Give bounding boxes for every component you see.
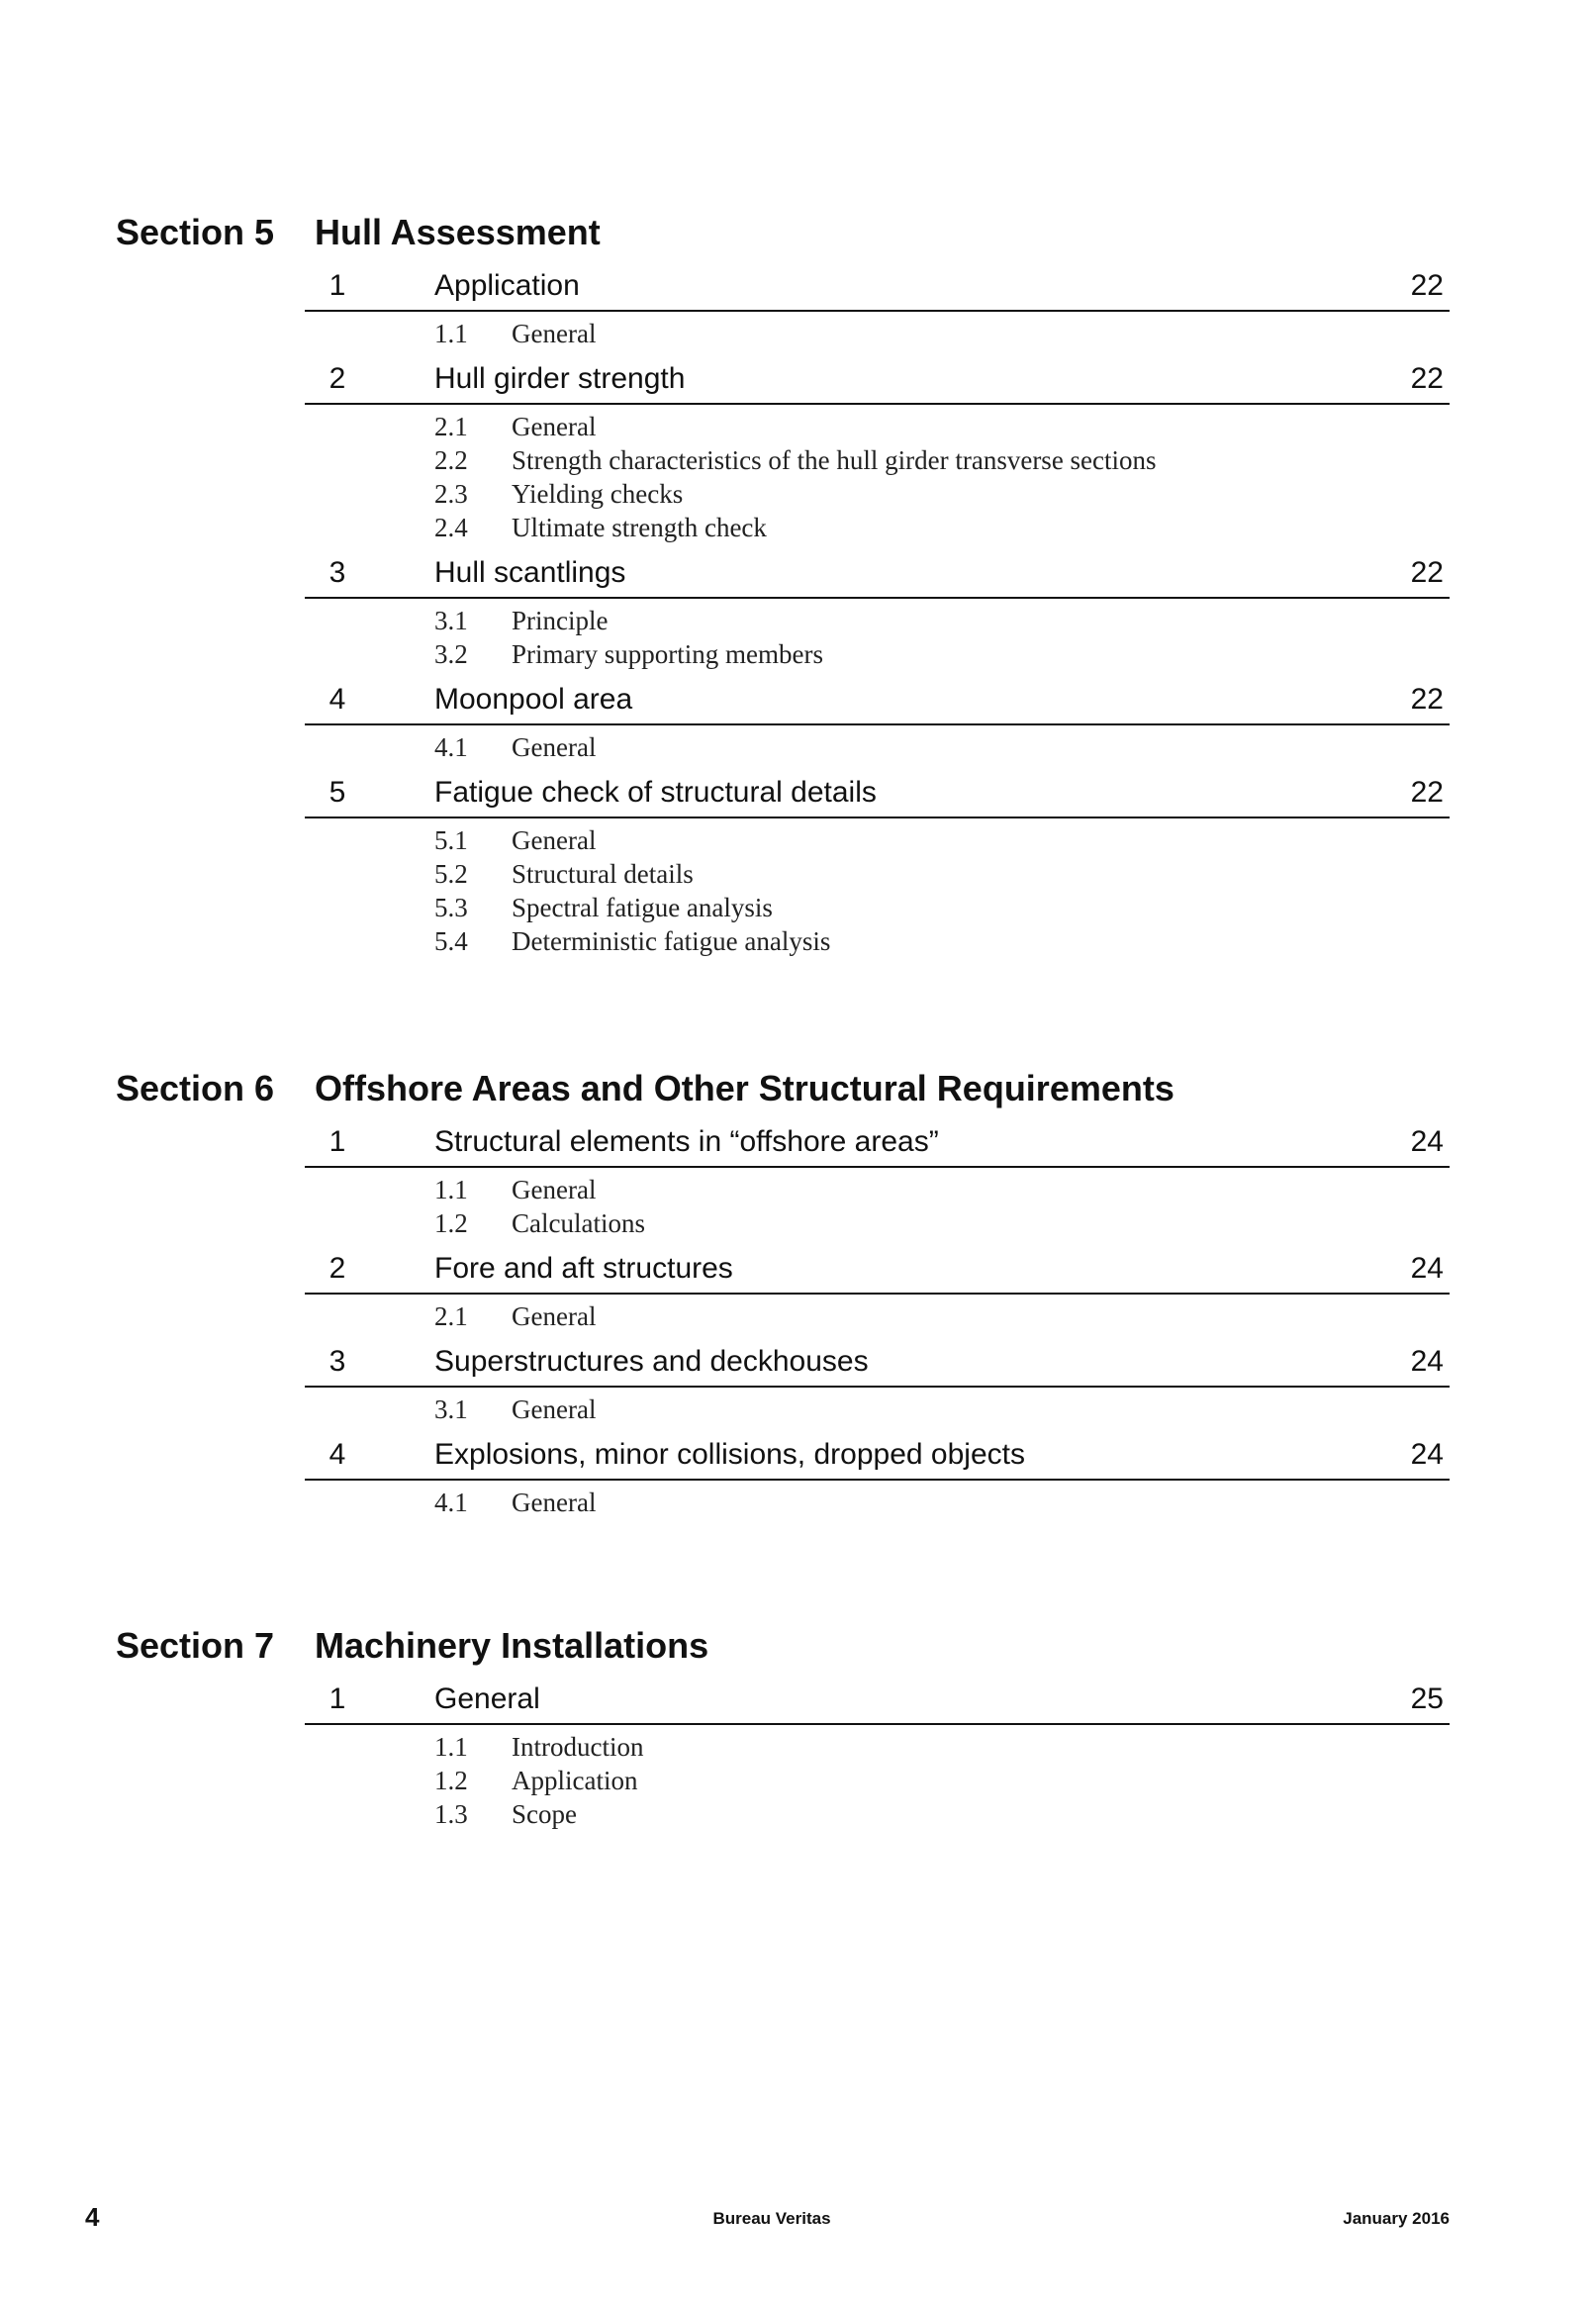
article-page-number: 22 xyxy=(1410,269,1444,302)
article-entry xyxy=(305,1338,1450,1431)
article-number: 3 xyxy=(329,556,346,589)
article-row xyxy=(305,1676,1450,1725)
subarticle-entry xyxy=(305,1486,1450,1519)
subarticle-entry xyxy=(305,511,1450,544)
section-label: Section 6 xyxy=(116,1068,275,1108)
subarticle-entry xyxy=(305,924,1450,958)
article-page-number: 22 xyxy=(1410,683,1444,716)
section-title: Hull Assessment xyxy=(315,212,601,252)
article-page-number: 22 xyxy=(1410,556,1444,589)
article-title: Explosions, minor collisions, dropped objects xyxy=(434,1438,1025,1471)
subarticle-number: 1.3 xyxy=(434,1799,468,1829)
article-entry xyxy=(305,1676,1450,1836)
subarticle-title: Primary supporting members xyxy=(512,639,823,669)
article-title: Structural elements in “offshore areas” xyxy=(434,1125,939,1158)
subarticle-number: 2.3 xyxy=(434,479,468,509)
article-row xyxy=(305,355,1450,405)
article-page-number: 24 xyxy=(1410,1252,1444,1285)
subarticle-title: Yielding checks xyxy=(512,479,684,509)
article-page-number: 22 xyxy=(1410,362,1444,395)
subarticle-number: 1.1 xyxy=(434,1732,468,1762)
subarticle-number: 3.1 xyxy=(434,606,468,635)
subarticle-number: 5.4 xyxy=(434,926,468,956)
section-label: Section 7 xyxy=(116,1625,275,1666)
footer-page-number: 4 xyxy=(85,2202,100,2232)
article-entry xyxy=(305,769,1450,963)
subarticle-title: Ultimate strength check xyxy=(512,513,767,542)
subarticle-entry xyxy=(305,410,1450,443)
article-row xyxy=(305,1338,1450,1388)
article-number: 4 xyxy=(329,1438,346,1471)
subarticle-entry xyxy=(305,823,1450,857)
section-header xyxy=(0,1616,1596,1676)
article-title: Fore and aft structures xyxy=(434,1252,733,1285)
subarticle-number: 2.4 xyxy=(434,513,468,542)
article-entry xyxy=(305,1245,1450,1338)
subarticle-title: General xyxy=(512,732,597,762)
subarticle-entry xyxy=(305,730,1450,764)
article-row xyxy=(305,549,1450,599)
subarticle-entry xyxy=(305,1797,1450,1831)
article-title: Superstructures and deckhouses xyxy=(434,1345,869,1378)
subarticle-title: Structural details xyxy=(512,859,694,889)
subarticle-number: 5.3 xyxy=(434,893,468,922)
subarticle-entry xyxy=(305,1173,1450,1206)
subarticle-entry xyxy=(305,1764,1450,1797)
subarticle-title: General xyxy=(512,1175,597,1204)
article-page-number: 24 xyxy=(1410,1438,1444,1471)
subarticle-number: 3.2 xyxy=(434,639,468,669)
article-entry xyxy=(305,355,1450,549)
subarticle-list xyxy=(305,1168,1450,1245)
subarticle-list xyxy=(305,818,1450,963)
subarticle-title: General xyxy=(512,319,597,348)
article-title: General xyxy=(434,1682,540,1715)
subarticle-number: 2.1 xyxy=(434,1301,468,1331)
section-6 xyxy=(0,1059,1596,1524)
section-header xyxy=(0,203,1596,262)
subarticle-entry xyxy=(305,317,1450,350)
article-row xyxy=(305,262,1450,312)
article-title: Fatigue check of structural details xyxy=(434,776,877,809)
subarticle-number: 5.1 xyxy=(434,825,468,855)
subarticle-title: General xyxy=(512,1394,597,1424)
subarticle-title: Scope xyxy=(512,1799,577,1829)
article-number: 1 xyxy=(329,1682,346,1715)
subarticle-title: General xyxy=(512,825,597,855)
article-row xyxy=(305,1118,1450,1168)
subarticle-entry xyxy=(305,1206,1450,1240)
footer-date: January 2016 xyxy=(1343,2209,1450,2228)
article-number: 2 xyxy=(329,1252,346,1285)
subarticle-title: General xyxy=(512,1488,597,1517)
subarticle-list xyxy=(305,1725,1450,1836)
subarticle-entry xyxy=(305,477,1450,511)
subarticle-entry xyxy=(305,891,1450,924)
article-row xyxy=(305,676,1450,725)
article-entry xyxy=(305,1431,1450,1524)
article-entry xyxy=(305,549,1450,676)
page-footer xyxy=(0,2202,1596,2232)
subarticle-list xyxy=(305,1481,1450,1524)
subarticle-number: 1.2 xyxy=(434,1766,468,1795)
article-number: 4 xyxy=(329,683,346,716)
article-row xyxy=(305,769,1450,818)
subarticle-list xyxy=(305,599,1450,676)
subarticle-number: 3.1 xyxy=(434,1394,468,1424)
subarticle-title: Spectral fatigue analysis xyxy=(512,893,773,922)
subarticle-entry xyxy=(305,604,1450,637)
subarticle-list xyxy=(305,312,1450,355)
article-row xyxy=(305,1245,1450,1295)
subarticle-entry xyxy=(305,637,1450,671)
subarticle-number: 1.2 xyxy=(434,1208,468,1238)
article-page-number: 24 xyxy=(1410,1345,1444,1378)
subarticle-number: 2.2 xyxy=(434,445,468,475)
article-number: 1 xyxy=(329,1125,346,1158)
article-title: Application xyxy=(434,269,580,302)
section-7 xyxy=(0,1616,1596,1836)
subarticle-entry xyxy=(305,443,1450,477)
article-row xyxy=(305,1431,1450,1481)
subarticle-number: 4.1 xyxy=(434,732,468,762)
article-entry xyxy=(305,262,1450,355)
subarticle-entry xyxy=(305,1299,1450,1333)
article-page-number: 22 xyxy=(1410,776,1444,809)
article-entry xyxy=(305,1118,1450,1245)
subarticle-list xyxy=(305,1295,1450,1338)
article-title: Hull scantlings xyxy=(434,556,626,589)
subarticle-title: General xyxy=(512,1301,597,1331)
footer-publisher: Bureau Veritas xyxy=(712,2209,831,2228)
subarticle-title: Deterministic fatigue analysis xyxy=(512,926,831,956)
subarticle-title: Application xyxy=(512,1766,638,1795)
section-label: Section 5 xyxy=(116,212,275,252)
subarticle-title: Principle xyxy=(512,606,609,635)
subarticle-title: Introduction xyxy=(512,1732,644,1762)
subarticle-title: Calculations xyxy=(512,1208,645,1238)
subarticle-list xyxy=(305,725,1450,769)
subarticle-title: Strength characteristics of the hull girder transverse sections xyxy=(512,445,1157,475)
subarticle-entry xyxy=(305,1393,1450,1426)
section-header xyxy=(0,1059,1596,1118)
article-title: Hull girder strength xyxy=(434,362,686,395)
subarticle-number: 2.1 xyxy=(434,412,468,441)
subarticle-entry xyxy=(305,857,1450,891)
article-title: Moonpool area xyxy=(434,683,633,716)
subarticle-list xyxy=(305,1388,1450,1431)
article-number: 1 xyxy=(329,269,346,302)
article-number: 3 xyxy=(329,1345,346,1378)
article-number: 2 xyxy=(329,362,346,395)
section-title: Machinery Installations xyxy=(315,1625,709,1666)
subarticle-title: General xyxy=(512,412,597,441)
section-title: Offshore Areas and Other Structural Requirements xyxy=(315,1068,1174,1108)
subarticle-number: 1.1 xyxy=(434,319,468,348)
article-page-number: 25 xyxy=(1410,1682,1444,1715)
subarticle-number: 4.1 xyxy=(434,1488,468,1517)
subarticle-list xyxy=(305,405,1450,549)
article-entry xyxy=(305,676,1450,769)
article-page-number: 24 xyxy=(1410,1125,1444,1158)
article-number: 5 xyxy=(329,776,346,809)
section-5 xyxy=(0,203,1596,963)
subarticle-number: 1.1 xyxy=(434,1175,468,1204)
subarticle-entry xyxy=(305,1730,1450,1764)
subarticle-number: 5.2 xyxy=(434,859,468,889)
